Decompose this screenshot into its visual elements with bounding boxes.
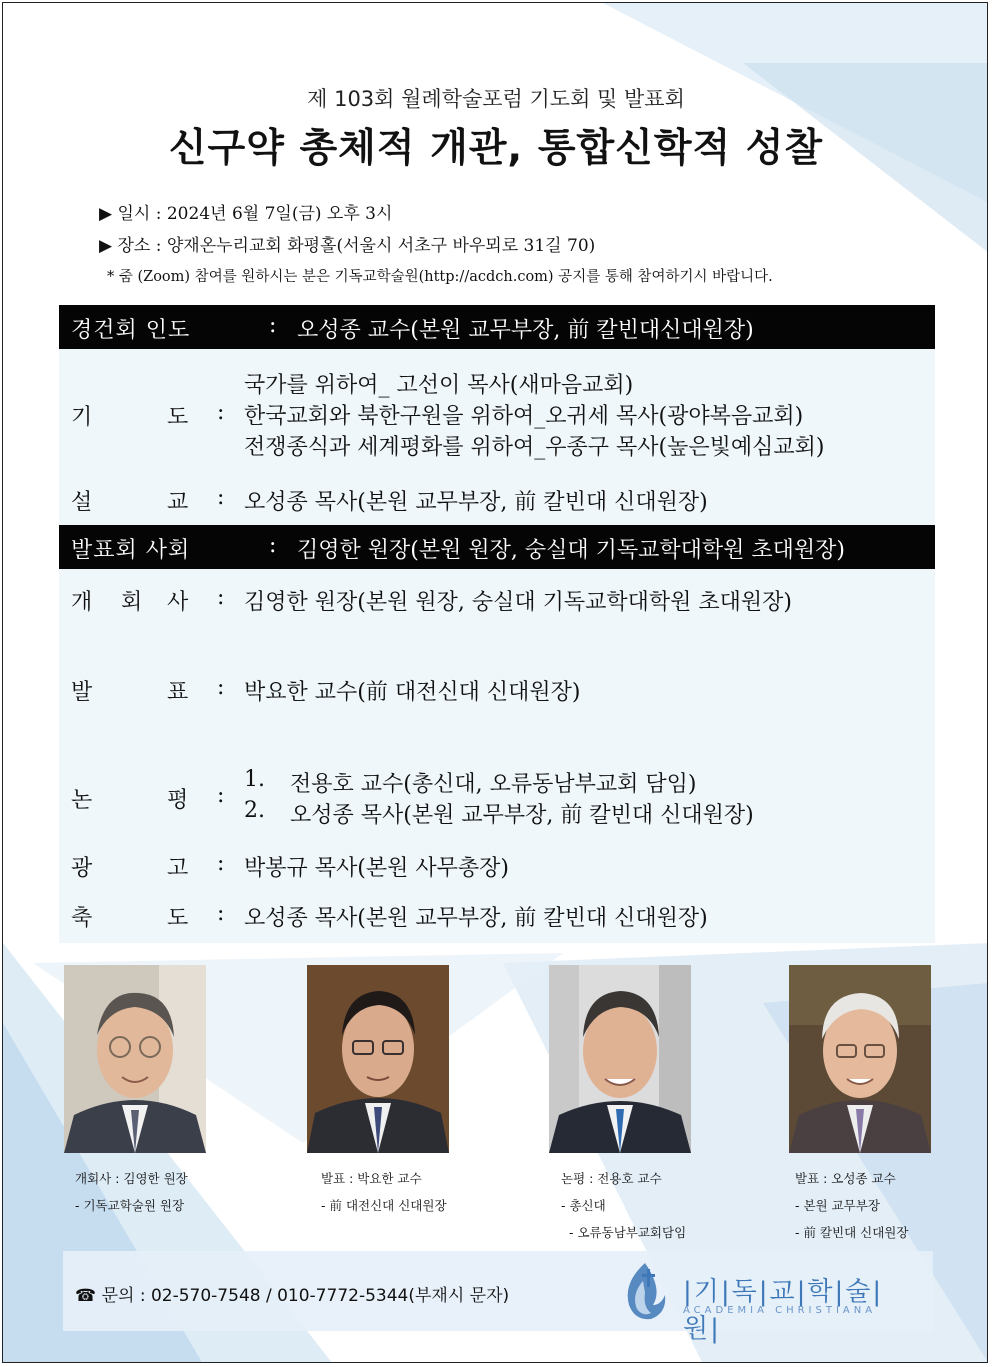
notice-label-2: 고 [167, 856, 189, 881]
zoom-note: * 줌 (Zoom) 참여를 원하시는 분은 기독교학술원(http://acdch.com) 공지를 통해 참여하기시 바랍니다. [107, 269, 773, 285]
worship-leader-label: 경건회 인도 [71, 318, 191, 343]
speaker-caption [321, 1165, 447, 1219]
prayer-label-1: 기 [71, 405, 93, 430]
event-date: ▶ 일시 : 2024년 6월 7일(금) 오후 3시 [99, 204, 393, 224]
presentation-host-value: 김영한 원장(본원 원장, 숭실대 기독교학대학원 초대원장) [297, 538, 845, 563]
worship-leader-bar [59, 305, 935, 349]
notice-label-1: 광 [71, 856, 93, 881]
colon: : [217, 585, 225, 610]
prayer-line: 전쟁종식과 세계평화를 위하여_우종구 목사(높은빛예심교회) [244, 435, 825, 460]
caption-line: - 前 대전신대 신대원장 [321, 1198, 447, 1213]
speaker-photo [789, 965, 931, 1153]
blessing-value: 오성종 목사(본원 교무부장, 前 칼빈대 신대원장) [244, 906, 708, 931]
speaker-caption [795, 1165, 908, 1246]
sermon-label-1: 설 [71, 490, 93, 515]
colon: : [269, 533, 277, 558]
review-row [59, 767, 935, 831]
review-item-number: 2. [244, 798, 265, 823]
talk-label-2: 표 [167, 680, 189, 705]
worship-leader-value: 오성종 교수(본원 교무부장, 前 칼빈대신대원장) [297, 318, 754, 343]
talk-label-1: 발 [71, 680, 93, 705]
prayer-line: 국가를 위하여_ 고선이 목사(새마음교회) [244, 373, 634, 398]
event-title: 신구약 총체적 개관, 통합신학적 성찰 [168, 126, 824, 171]
prayer-row [59, 368, 935, 468]
blessing-row [59, 901, 935, 933]
review-item-text: 전용호 교수(총신대, 오류동남부교회 담임) [290, 772, 697, 797]
speaker-caption [561, 1165, 686, 1246]
caption-line: - 기독교학술원 원장 [75, 1198, 185, 1213]
opening-label-2: 회 [121, 590, 143, 615]
sermon-value: 오성종 목사(본원 교무부장, 前 칼빈대 신대원장) [244, 490, 708, 515]
colon: : [217, 851, 225, 876]
academy-logo [615, 1259, 885, 1344]
sermon-label-2: 교 [167, 490, 189, 515]
review-item-number: 1. [244, 767, 265, 792]
review-label-2: 평 [167, 788, 189, 813]
caption-line: 발표 : 박요한 교수 [321, 1171, 422, 1186]
logo-subtitle: ACADEMIA CHRISTIANA [683, 1305, 877, 1316]
caption-line: - 오류동남부교회담임 [569, 1225, 687, 1240]
notice-value: 박봉규 목사(본원 사무총장) [244, 856, 509, 881]
notice-row [59, 851, 935, 883]
caption-line: 논평 : 전용호 교수 [561, 1171, 662, 1186]
poster [2, 2, 988, 1363]
blessing-label-2: 도 [167, 906, 189, 931]
colon: : [217, 400, 225, 425]
colon: : [269, 313, 277, 338]
opening-label-3: 사 [167, 590, 189, 615]
colon: : [217, 675, 225, 700]
sermon-row [59, 485, 935, 517]
colon: : [217, 783, 225, 808]
event-subtitle: 제 103회 월례학술포럼 기도회 및 발표회 [307, 87, 685, 111]
opening-label-1: 개 [71, 590, 93, 615]
caption-line: 개회사 : 김영한 원장 [75, 1171, 188, 1186]
prayer-label-2: 도 [167, 405, 189, 430]
speaker-photo [307, 965, 449, 1153]
contact-info: ☎ 문의 : 02-570-7548 / 010-7772-5344(부재시 문자) [75, 1286, 510, 1306]
speaker-photo [549, 965, 691, 1153]
talk-value: 박요한 교수(前 대전신대 신대원장) [244, 680, 581, 705]
presentation-host-label: 발표회 사회 [71, 538, 191, 563]
presentation-host-bar [59, 525, 935, 569]
colon: : [217, 901, 225, 926]
speaker-photo [64, 965, 206, 1153]
review-item-text: 오성종 목사(본원 교무부장, 前 칼빈대 신대원장) [290, 803, 754, 828]
caption-line: - 본원 교무부장 [795, 1198, 880, 1213]
opening-row [59, 585, 935, 617]
logo-name: |기|독|교|학|술|원| [683, 1277, 884, 1344]
caption-line: 발표 : 오성종 교수 [795, 1171, 896, 1186]
event-place: ▶ 장소 : 양재온누리교회 화평홀(서울시 서초구 바우뫼로 31길 70) [99, 236, 596, 256]
review-label-1: 논 [71, 788, 93, 813]
caption-line: - 前 칼빈대 신대원장 [795, 1225, 909, 1240]
opening-value: 김영한 원장(본원 원장, 숭실대 기독교학대학원 초대원장) [244, 590, 792, 615]
colon: : [217, 485, 225, 510]
speaker-caption [75, 1165, 188, 1219]
talk-row [59, 675, 935, 707]
prayer-line: 한국교회와 북한구원을 위하여_오귀세 목사(광야복음교회) [244, 404, 804, 429]
blessing-label-1: 축 [71, 906, 93, 931]
caption-line: - 총신대 [561, 1198, 606, 1213]
flame-cross-icon [615, 1261, 675, 1323]
